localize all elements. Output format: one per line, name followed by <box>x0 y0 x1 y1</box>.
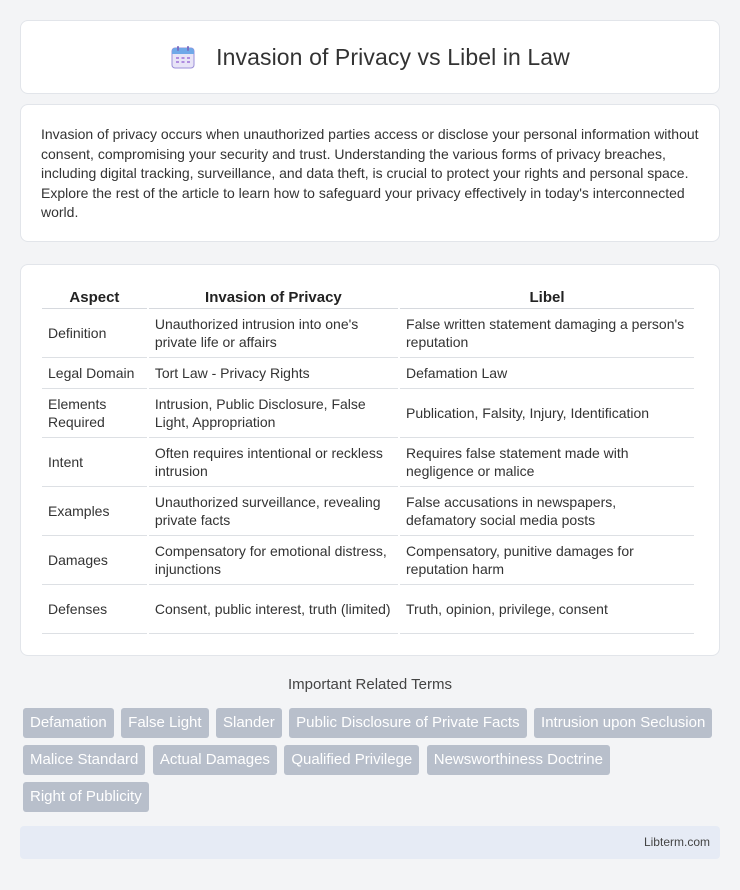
tag-newsworthiness-doctrine[interactable]: Newsworthiness Doctrine <box>427 745 610 775</box>
tag-intrusion-upon-seclusion[interactable]: Intrusion upon Seclusion <box>534 708 712 738</box>
footer <box>20 826 720 859</box>
tag-qualified-privilege[interactable]: Qualified Privilege <box>284 745 419 775</box>
table-cell: Publication, Falsity, Injury, Identification <box>400 389 694 438</box>
table-row <box>42 358 694 389</box>
table-row <box>42 309 694 358</box>
tag-defamation[interactable]: Defamation <box>23 708 114 738</box>
table-row <box>42 487 694 536</box>
table-cell: Often requires intentional or reckless intrusion <box>149 438 398 487</box>
table-cell: Examples <box>42 487 147 536</box>
table-cell: Elements Required <box>42 389 147 438</box>
table-cell: Requires false statement made with negligence or malice <box>400 438 694 487</box>
table-cell: Compensatory, punitive damages for reputation harm <box>400 536 694 585</box>
calendar-icon <box>170 44 196 70</box>
related-terms-list <box>23 708 723 819</box>
table-cell: Defamation Law <box>400 358 694 389</box>
tag-malice-standard[interactable]: Malice Standard <box>23 745 145 775</box>
table-cell: Legal Domain <box>42 358 147 389</box>
table-cell: Unauthorized surveillance, revealing private facts <box>149 487 398 536</box>
tag-slander[interactable]: Slander <box>216 708 282 738</box>
header-card <box>20 20 720 94</box>
page-title: Invasion of Privacy vs Libel in Law <box>216 43 570 70</box>
table-cell: Intent <box>42 438 147 487</box>
column-header-aspect: Aspect <box>42 285 147 309</box>
table-cell: False written statement damaging a person's reputation <box>400 309 694 358</box>
tag-false-light[interactable]: False Light <box>121 708 208 738</box>
table-row <box>42 389 694 438</box>
comparison-table <box>40 285 696 634</box>
table-cell: Tort Law - Privacy Rights <box>149 358 398 389</box>
related-terms-title: Important Related Terms <box>288 676 452 693</box>
table-cell: Consent, public interest, truth (limited) <box>149 585 398 634</box>
table-cell: Damages <box>42 536 147 585</box>
intro-card <box>20 104 720 242</box>
table-cell: Truth, opinion, privilege, consent <box>400 585 694 634</box>
table-cell: False accusations in newspapers, defamatory social media posts <box>400 487 694 536</box>
table-header-row <box>42 285 694 309</box>
column-header-privacy: Invasion of Privacy <box>149 285 398 309</box>
column-header-libel: Libel <box>400 285 694 309</box>
table-row <box>42 585 694 634</box>
table-row <box>42 536 694 585</box>
comparison-card <box>20 264 720 656</box>
tag-actual-damages[interactable]: Actual Damages <box>153 745 277 775</box>
tag-public-disclosure[interactable]: Public Disclosure of Private Facts <box>289 708 526 738</box>
table-cell: Intrusion, Public Disclosure, False Light, Appropriation <box>149 389 398 438</box>
table-cell: Definition <box>42 309 147 358</box>
table-cell: Unauthorized intrusion into one's private life or affairs <box>149 309 398 358</box>
tag-right-of-publicity[interactable]: Right of Publicity <box>23 782 149 812</box>
table-cell: Compensatory for emotional distress, injunctions <box>149 536 398 585</box>
table-cell: Defenses <box>42 585 147 634</box>
footer-site-link[interactable]: Libterm.com <box>643 835 710 849</box>
intro-text: Invasion of privacy occurs when unauthorized parties access or disclose your personal information without consent, compromising your security and trust. Understanding the various forms of privacy breaches, including digital tracking, surveillance, and data theft, is crucial to protect your rights and personal space. Explore the rest of the article to learn how to safeguard your privacy effectively in today's interconnected world. <box>41 126 699 220</box>
table-row <box>42 438 694 487</box>
